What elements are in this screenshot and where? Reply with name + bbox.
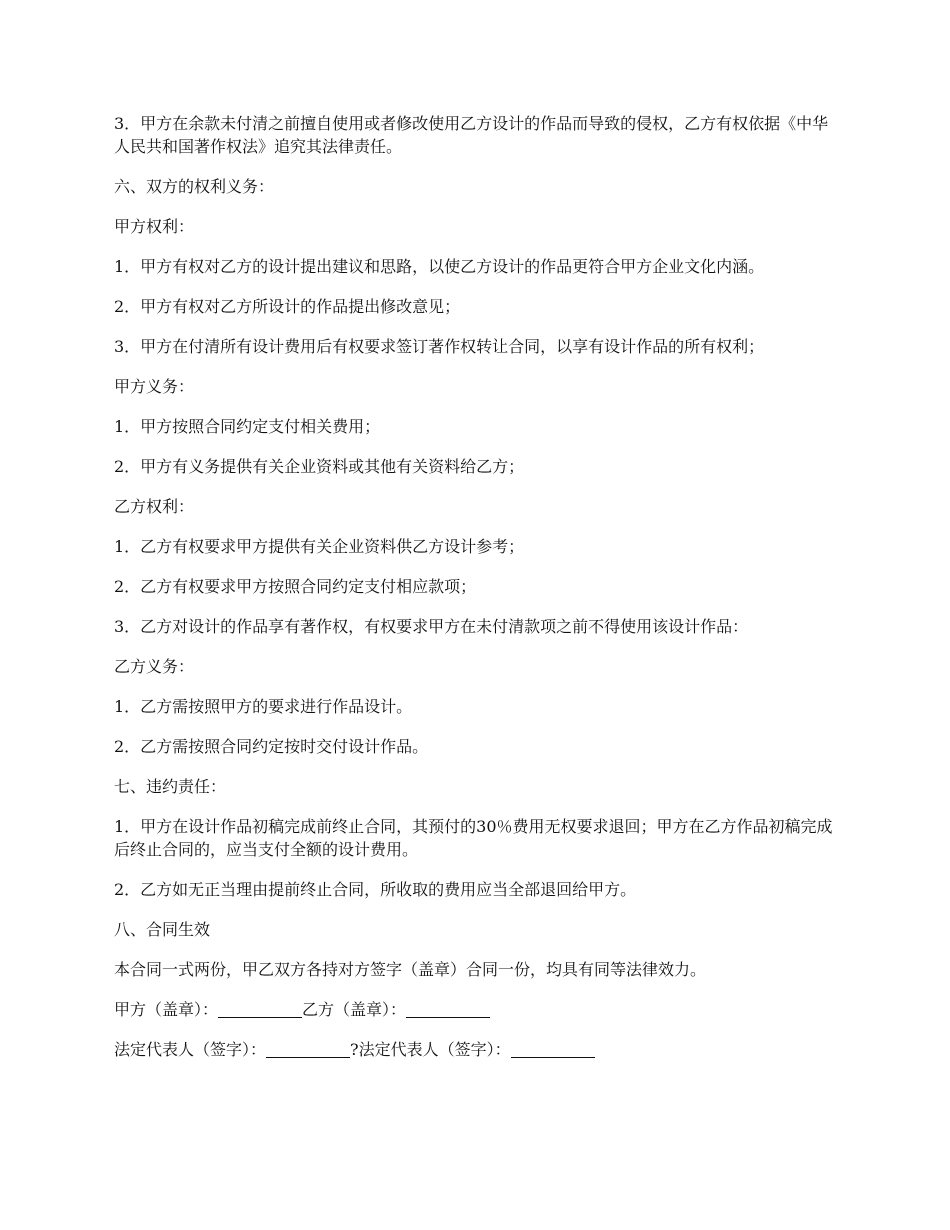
section-7-heading: 七、违约责任： (114, 777, 227, 796)
legal-rep-b-label: 法定代表人（签字）： (358, 1040, 511, 1059)
party-b-right-3: 3．乙方对设计的作品享有著作权，有权要求甲方在未付清款项之前不得使用该设计作品： (114, 617, 749, 636)
legal-rep-separator: ? (350, 1040, 359, 1059)
party-a-duty-2: 2．甲方有义务提供有关企业资料或其他有关资料给乙方； (114, 457, 525, 476)
party-b-duty-2: 2．乙方需按照合同约定按时交付设计作品。 (114, 737, 429, 756)
breach-clause-1: 1．甲方在设计作品初稿完成前终止合同，其预付的30％费用无权要求退回；甲方在乙方作品初稿完成后终止合同的，应当支付全额的设计费用。 (114, 817, 833, 859)
effectiveness-clause: 本合同一式两份，甲乙双方各持对方签字（盖章）合同一份，均具有同等法律效力。 (114, 960, 707, 979)
party-b-duties-heading: 乙方义务： (114, 657, 195, 676)
party-a-seal-blank (218, 1001, 302, 1018)
contract-page (114, 112, 844, 1078)
section-8-heading: 八、合同生效 (114, 920, 211, 939)
legal-rep-b-blank (511, 1041, 595, 1058)
party-b-seal-label: 乙方（盖章）： (302, 1000, 407, 1019)
clause-5-3: 3．甲方在余款未付清之前擅自使用或者修改使用乙方设计的作品而导致的侵权，乙方有权依据《中华人民共和国著作权法》追究其法律责任。 (114, 114, 829, 156)
party-a-duties-heading: 甲方义务： (114, 377, 195, 396)
breach-clause-2: 2．乙方如无正当理由提前终止合同，所收取的费用应当全部退回给甲方。 (114, 880, 637, 899)
legal-rep-line (114, 1038, 844, 1061)
party-a-duty-1: 1．甲方按照合同约定支付相关费用； (114, 417, 381, 436)
party-b-rights-heading: 乙方权利： (114, 497, 195, 516)
party-b-seal-blank (406, 1001, 490, 1018)
seal-line (114, 998, 844, 1021)
party-a-rights-heading: 甲方权利： (114, 217, 195, 236)
legal-rep-a-label: 法定代表人（签字）： (114, 1040, 267, 1059)
legal-rep-a-blank (266, 1041, 350, 1058)
section-6-heading: 六、双方的权利义务： (114, 177, 275, 196)
party-a-right-2: 2．甲方有权对乙方所设计的作品提出修改意见； (114, 297, 461, 316)
party-a-right-1: 1．甲方有权对乙方的设计提出建议和思路，以使乙方设计的作品更符合甲方企业文化内涵。 (114, 257, 765, 276)
party-a-seal-label: 甲方（盖章）： (114, 1000, 219, 1019)
party-b-right-2: 2．乙方有权要求甲方按照合同约定支付相应款项； (114, 577, 477, 596)
party-a-right-3: 3．甲方在付清所有设计费用后有权要求签订著作权转让合同，以享有设计作品的所有权利； (114, 337, 765, 356)
party-b-duty-1: 1．乙方需按照甲方的要求进行作品设计。 (114, 697, 413, 716)
party-b-right-1: 1．乙方有权要求甲方提供有关企业资料供乙方设计参考； (114, 537, 525, 556)
